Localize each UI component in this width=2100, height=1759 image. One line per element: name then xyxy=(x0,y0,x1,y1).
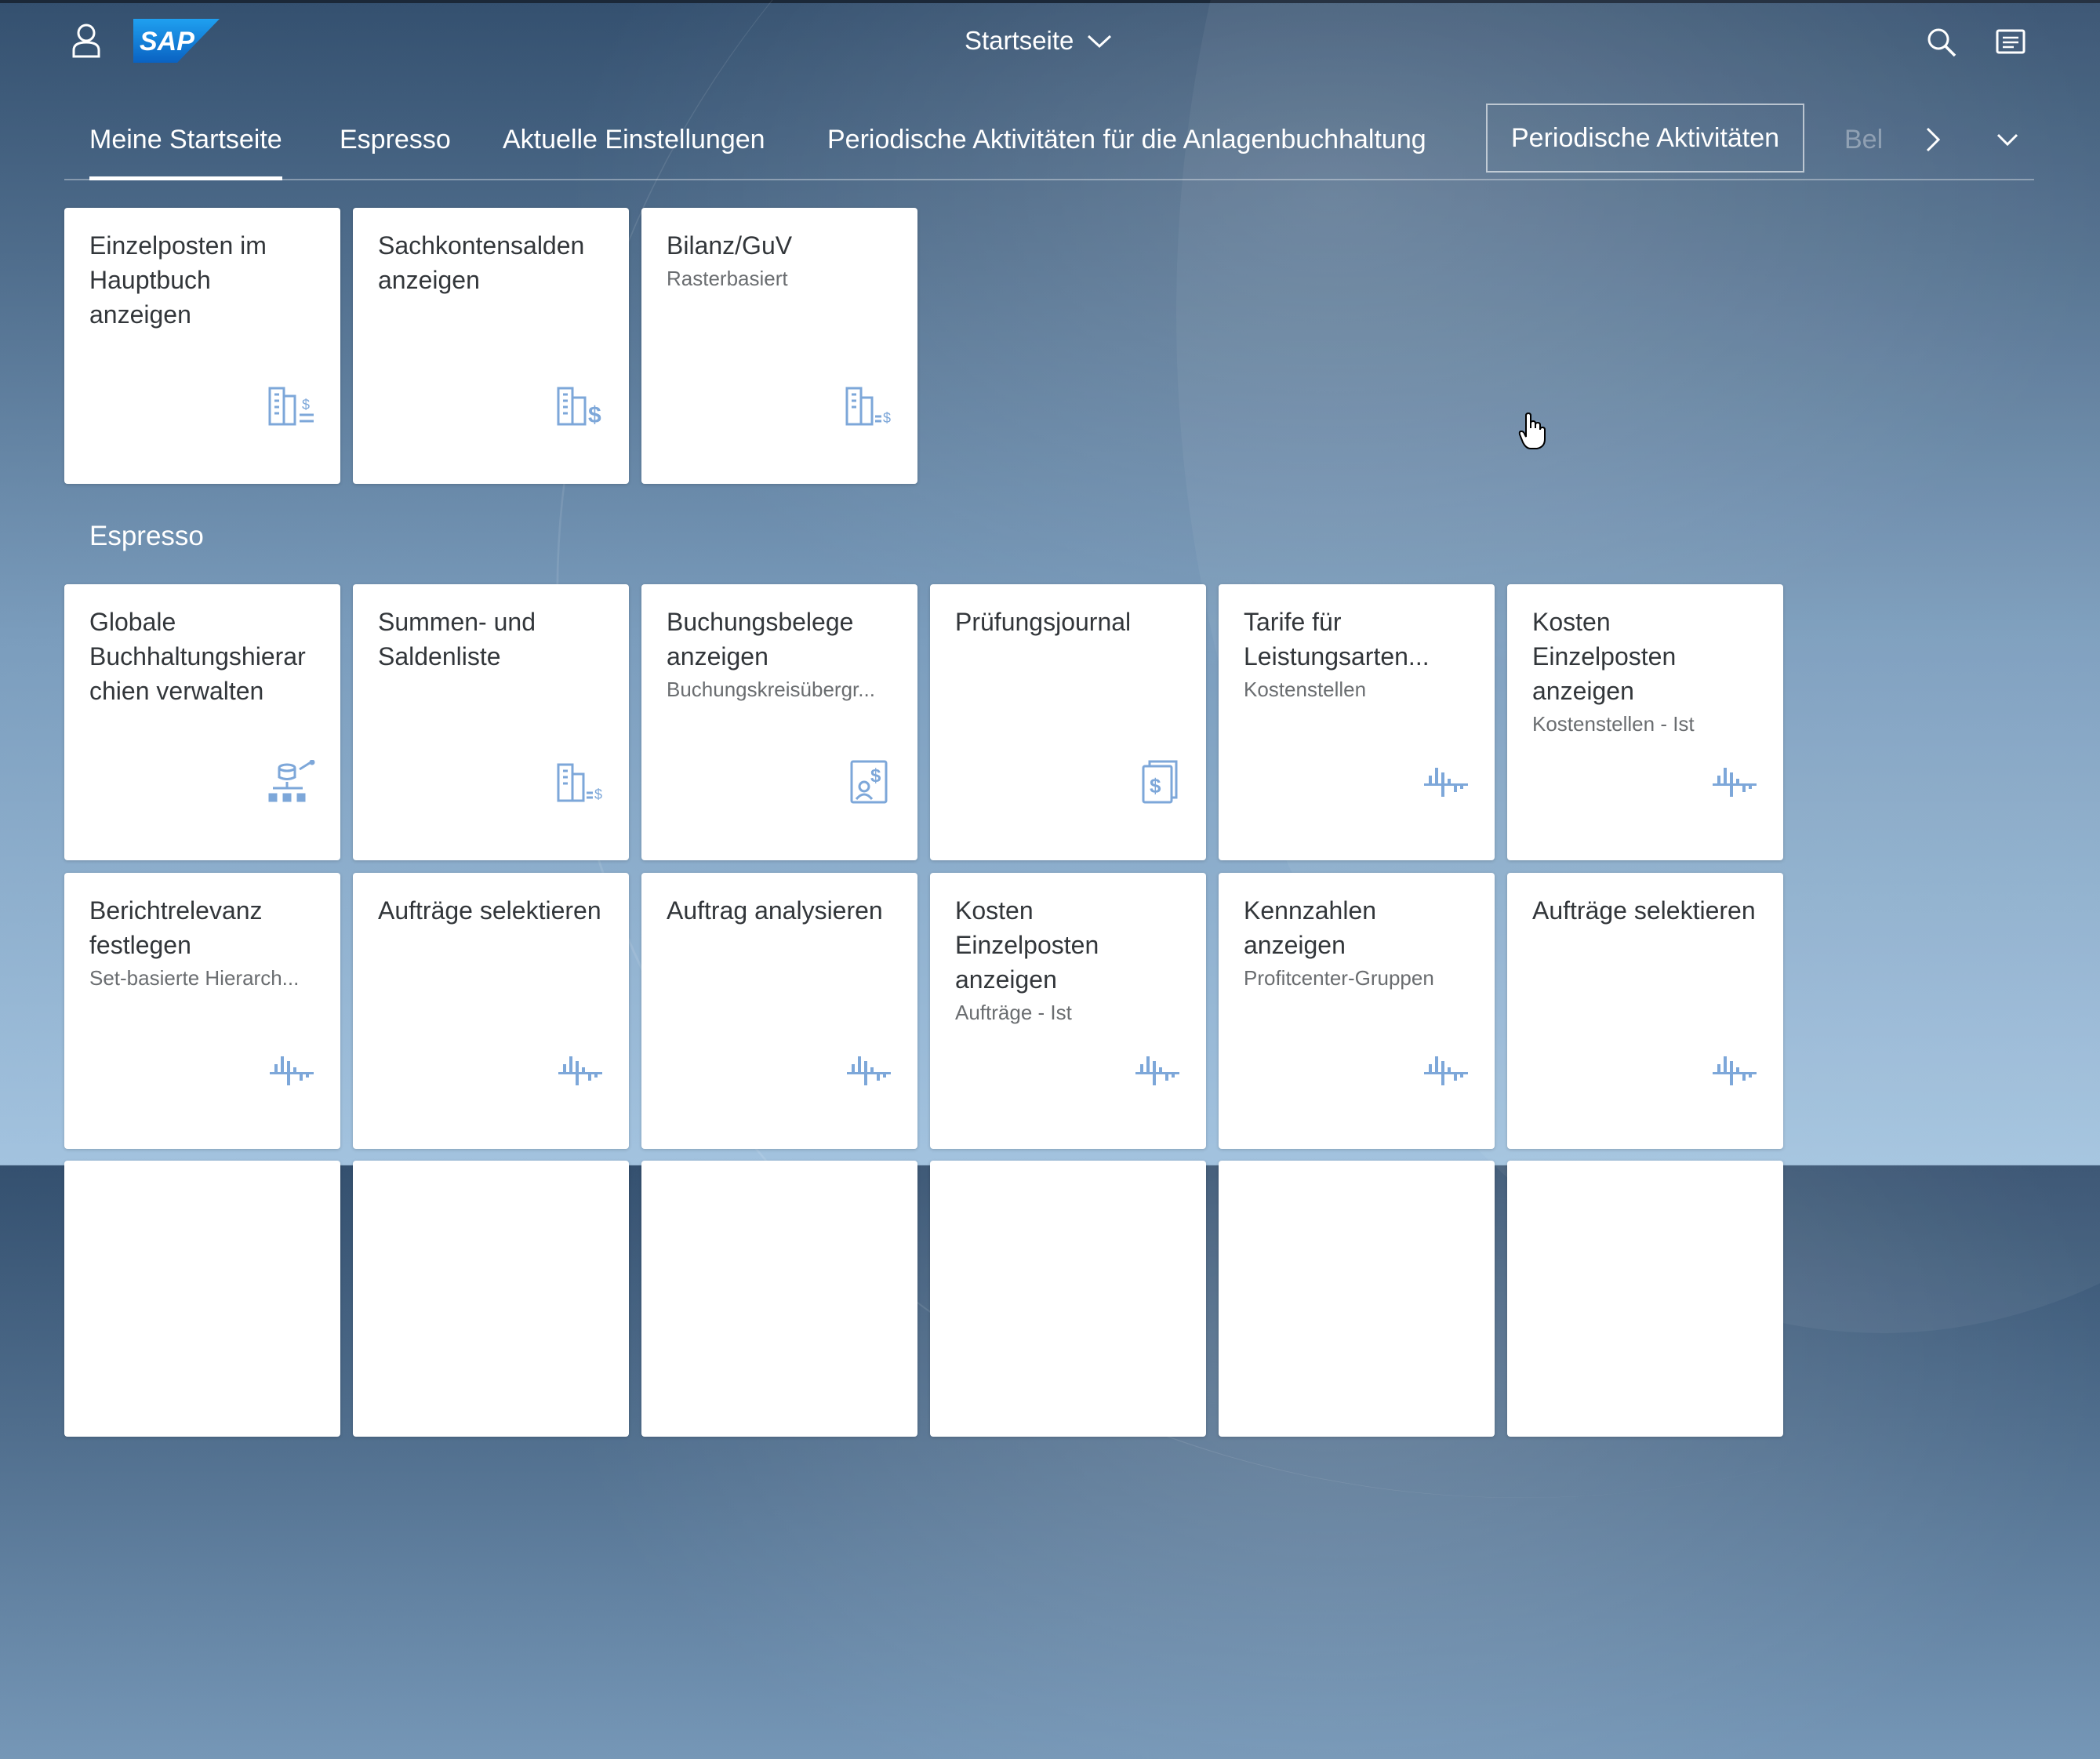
tile[interactable] xyxy=(641,873,917,1149)
chevron-down-icon xyxy=(1086,32,1113,49)
tab-partial[interactable] xyxy=(1844,100,1885,179)
svg-text:$: $ xyxy=(302,397,311,412)
tab-label: Periodische Aktivitäten xyxy=(1511,122,1780,153)
tab-label: Periodische Aktivitäten für die Anlagenbuchhaltung xyxy=(827,124,1426,154)
tile-subtitle: Kostenstellen - Ist xyxy=(1532,712,1695,736)
tile[interactable] xyxy=(930,584,1206,860)
tile-subtitle: Buchungskreisübergr... xyxy=(667,678,875,701)
tab-label: Aktuelle Einstellungen xyxy=(503,124,765,154)
variance-chart-icon xyxy=(555,1048,605,1092)
tile-subtitle: Kostenstellen xyxy=(1244,678,1367,701)
sap-logo[interactable] xyxy=(133,19,220,63)
tile[interactable] xyxy=(353,208,629,484)
hierarchy-icon xyxy=(267,760,317,804)
chevron-right-icon[interactable] xyxy=(1917,124,1948,155)
tab-aktuelle-einstellungen[interactable] xyxy=(503,100,765,179)
page-title: Startseite xyxy=(965,26,1074,55)
tile[interactable] xyxy=(1219,873,1495,1149)
tile[interactable] xyxy=(64,873,340,1149)
tile-partial[interactable] xyxy=(930,1161,1206,1437)
tile-partial[interactable] xyxy=(64,1161,340,1437)
group-title-espresso: Espresso xyxy=(89,521,204,551)
tab-meine-startseite[interactable] xyxy=(89,100,282,179)
variance-chart-icon xyxy=(844,1048,894,1092)
tile-title: Aufträge selektieren xyxy=(378,896,601,925)
tile[interactable] xyxy=(1507,873,1783,1149)
tile-subtitle: Profitcenter-Gruppen xyxy=(1244,966,1434,990)
tile-title: Bilanz/GuV xyxy=(667,231,793,260)
anchor-navigation-bar xyxy=(64,100,2034,180)
tab-label: Espresso xyxy=(340,124,451,154)
tile[interactable] xyxy=(1507,584,1783,860)
tile-title: Aufträge selektieren xyxy=(1532,896,1756,925)
tile[interactable] xyxy=(1219,584,1495,860)
building-list-icon xyxy=(267,383,317,427)
svg-text:$: $ xyxy=(870,765,881,787)
svg-text:$: $ xyxy=(594,787,603,802)
shell-bar xyxy=(0,3,2100,75)
variance-chart-icon xyxy=(1709,1048,1760,1092)
tab-espresso[interactable] xyxy=(340,100,451,179)
tile-title: Tarife für Leistungsarten... xyxy=(1244,608,1430,671)
tile-subtitle: Rasterbasiert xyxy=(667,267,788,290)
variance-chart-icon xyxy=(1421,1048,1471,1092)
document-dollar-icon xyxy=(844,760,894,804)
tile[interactable] xyxy=(353,584,629,860)
tile-title: Auftrag analysieren xyxy=(667,896,883,925)
variance-chart-icon xyxy=(1421,760,1471,804)
tile-title: Berichtrelevanz festlegen xyxy=(89,896,263,959)
tile[interactable] xyxy=(64,584,340,860)
tab-label: Meine Startseite xyxy=(89,124,282,154)
building-balance-icon xyxy=(844,383,894,427)
user-icon[interactable] xyxy=(69,22,104,60)
sap-logo-text: SAP xyxy=(140,27,194,56)
tile-title: Kennzahlen anzeigen xyxy=(1244,896,1377,959)
tile-partial[interactable] xyxy=(353,1161,629,1437)
tile[interactable] xyxy=(353,873,629,1149)
svg-text:$: $ xyxy=(883,410,892,426)
hand-cursor-icon xyxy=(1518,412,1546,450)
tile-title: Einzelposten im Hauptbuch anzeigen xyxy=(89,231,267,329)
tile-title: Globale Buchhaltungshierar chien verwalten xyxy=(89,608,306,705)
tile-title: Summen- und Saldenliste xyxy=(378,608,536,671)
svg-text:$: $ xyxy=(588,402,601,427)
tile-title: Kosten Einzelposten anzeigen xyxy=(955,896,1099,994)
tile-title: Sachkontensalden anzeigen xyxy=(378,231,585,294)
tile-subtitle: Set-basierte Hierarch... xyxy=(89,966,300,990)
building-dollar-icon xyxy=(555,383,605,427)
tile[interactable] xyxy=(641,584,917,860)
variance-chart-icon xyxy=(1132,1048,1183,1092)
overflow-chevron-down-icon[interactable] xyxy=(1992,124,2023,155)
tab-periodische-aktivitaeten[interactable] xyxy=(1486,104,1804,173)
notifications-menu-icon[interactable] xyxy=(1995,27,2026,58)
home-title-menu[interactable] xyxy=(965,20,1113,61)
variance-chart-icon xyxy=(267,1048,317,1092)
tile-title: Buchungsbelege anzeigen xyxy=(667,608,854,671)
tile-partial[interactable] xyxy=(1219,1161,1495,1437)
tile-partial[interactable] xyxy=(1507,1161,1783,1437)
tab-label: Bel xyxy=(1844,124,1884,154)
tile[interactable] xyxy=(641,208,917,484)
tile-title: Kosten Einzelposten anzeigen xyxy=(1532,608,1677,705)
tile-title: Prüfungsjournal xyxy=(955,608,1132,636)
svg-text:$: $ xyxy=(1150,774,1161,798)
search-icon[interactable] xyxy=(1926,27,1957,58)
tile[interactable] xyxy=(64,208,340,484)
journal-dollar-icon xyxy=(1132,760,1183,804)
tile-subtitle: Aufträge - Ist xyxy=(955,1001,1072,1024)
tab-periodische-aktivitaeten-anlagenbuchhaltung[interactable] xyxy=(827,100,1426,179)
tile-partial[interactable] xyxy=(641,1161,917,1437)
variance-chart-icon xyxy=(1709,760,1760,804)
tile[interactable] xyxy=(930,873,1206,1149)
building-balance-icon xyxy=(555,760,605,804)
